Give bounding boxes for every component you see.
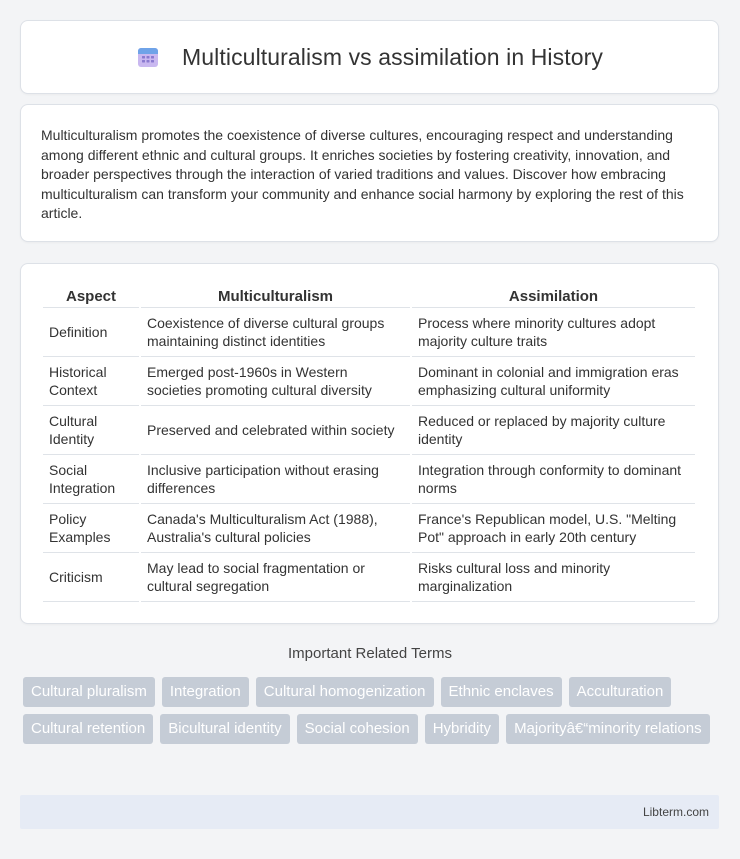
comparison-card	[20, 263, 719, 624]
cell-multiculturalism: Inclusive participation without erasing differences	[141, 455, 410, 504]
header-aspect: Aspect	[43, 284, 139, 308]
related-term-tag[interactable]: Majorityâ€“minority relations	[506, 714, 710, 744]
comparison-table	[41, 284, 697, 602]
cell-multiculturalism: Canada's Multiculturalism Act (1988), Australia's cultural policies	[141, 504, 410, 553]
table-row	[43, 357, 695, 406]
calendar-icon	[136, 45, 160, 69]
cell-aspect: Social Integration	[43, 455, 139, 504]
cell-multiculturalism: Coexistence of diverse cultural groups maintaining distinct identities	[141, 308, 410, 357]
related-term-tag[interactable]: Cultural homogenization	[256, 677, 434, 707]
table-row	[43, 504, 695, 553]
cell-aspect: Criticism	[43, 553, 139, 602]
related-terms-title: Important Related Terms	[288, 645, 452, 662]
title-card	[20, 20, 719, 94]
header-assimilation: Assimilation	[412, 284, 695, 308]
table-header-row	[43, 284, 695, 308]
related-term-tag[interactable]: Integration	[162, 677, 249, 707]
cell-assimilation: Reduced or replaced by majority culture identity	[412, 406, 695, 455]
cell-multiculturalism: Emerged post-1960s in Western societies promoting cultural diversity	[141, 357, 410, 406]
table-row	[43, 406, 695, 455]
table-row	[43, 455, 695, 504]
table-row	[43, 308, 695, 357]
cell-assimilation: Dominant in colonial and immigration eras emphasizing cultural uniformity	[412, 357, 695, 406]
related-term-tag[interactable]: Social cohesion	[297, 714, 418, 744]
cell-multiculturalism: May lead to social fragmentation or cultural segregation	[141, 553, 410, 602]
intro-paragraph: Multiculturalism promotes the coexistence of diverse cultures, encouraging respect and understanding among different ethnic and cultural groups. It enriches societies by fostering creativity, innovation, and broader perspectives through the interaction of varied traditions and values. Discover how embracing multiculturalism can transform your community and enhance social harmony by exploring the rest of this article.	[41, 127, 684, 222]
related-term-tag[interactable]: Cultural retention	[23, 714, 153, 744]
intro-card	[20, 104, 719, 242]
header-multiculturalism: Multiculturalism	[141, 284, 410, 308]
cell-assimilation: France's Republican model, U.S. "Melting Pot" approach in early 20th century	[412, 504, 695, 553]
cell-assimilation: Integration through conformity to dominant norms	[412, 455, 695, 504]
page-title: Multiculturalism vs assimilation in History	[182, 43, 603, 70]
cell-assimilation: Risks cultural loss and minority marginalization	[412, 553, 695, 602]
cell-aspect: Definition	[43, 308, 139, 357]
table-row	[43, 553, 695, 602]
related-terms-list	[23, 677, 723, 744]
footer	[20, 795, 719, 829]
cell-aspect: Policy Examples	[43, 504, 139, 553]
cell-aspect: Cultural Identity	[43, 406, 139, 455]
related-term-tag[interactable]: Ethnic enclaves	[441, 677, 562, 707]
cell-multiculturalism: Preserved and celebrated within society	[141, 406, 410, 455]
related-term-tag[interactable]: Acculturation	[569, 677, 672, 707]
cell-assimilation: Process where minority cultures adopt majority culture traits	[412, 308, 695, 357]
related-term-tag[interactable]: Hybridity	[425, 714, 499, 744]
related-term-tag[interactable]: Cultural pluralism	[23, 677, 155, 707]
footer-site-link[interactable]: Libterm.com	[642, 805, 709, 819]
cell-aspect: Historical Context	[43, 357, 139, 406]
related-term-tag[interactable]: Bicultural identity	[160, 714, 289, 744]
